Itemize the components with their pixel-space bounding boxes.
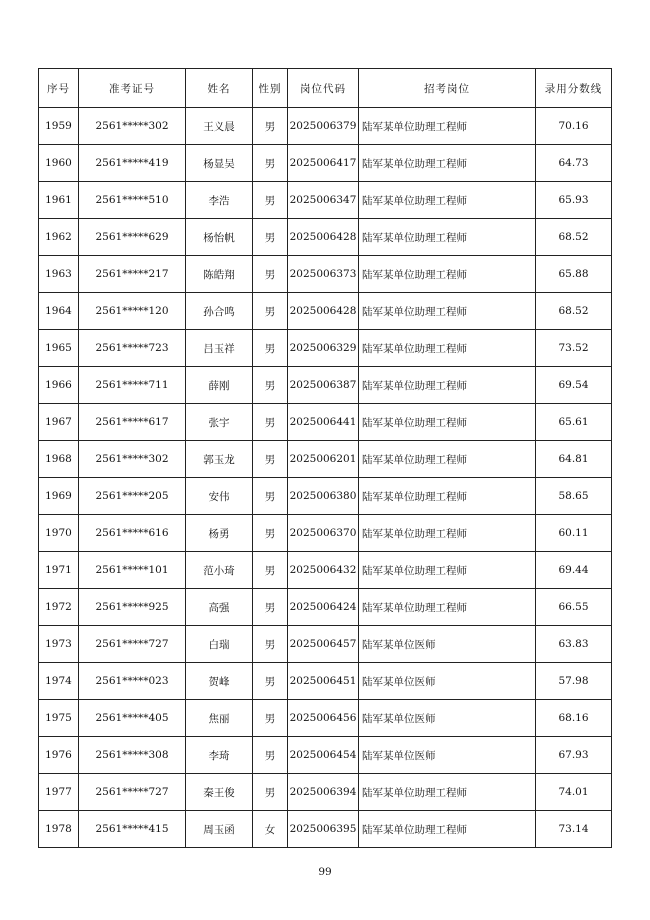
cell-exam-id: 2561*****616 <box>79 515 186 552</box>
cell-gender: 女 <box>253 811 288 848</box>
cell-post: 陆军某单位助理工程师 <box>359 293 536 330</box>
cell-gender: 男 <box>253 441 288 478</box>
cell-post: 陆军某单位医师 <box>359 737 536 774</box>
results-table <box>38 68 612 848</box>
cell-score: 64.73 <box>536 145 612 182</box>
table-row <box>39 404 612 441</box>
cell-name: 陈皓翔 <box>186 256 253 293</box>
cell-exam-id: 2561*****419 <box>79 145 186 182</box>
cell-gender: 男 <box>253 478 288 515</box>
cell-exam-id: 2561*****925 <box>79 589 186 626</box>
cell-post-code: 2025006451 <box>288 663 359 700</box>
cell-post-code: 2025006395 <box>288 811 359 848</box>
cell-gender: 男 <box>253 626 288 663</box>
cell-seq: 1962 <box>39 219 79 256</box>
cell-gender: 男 <box>253 330 288 367</box>
table-row <box>39 219 612 256</box>
cell-seq: 1970 <box>39 515 79 552</box>
cell-post: 陆军某单位医师 <box>359 626 536 663</box>
cell-post-code: 2025006441 <box>288 404 359 441</box>
cell-gender: 男 <box>253 663 288 700</box>
table-row <box>39 293 612 330</box>
cell-exam-id: 2561*****510 <box>79 182 186 219</box>
cell-seq: 1969 <box>39 478 79 515</box>
cell-score: 68.52 <box>536 219 612 256</box>
cell-gender: 男 <box>253 737 288 774</box>
cell-name: 王义晨 <box>186 108 253 145</box>
cell-name: 杨怡帆 <box>186 219 253 256</box>
cell-score: 73.52 <box>536 330 612 367</box>
cell-post-code: 2025006456 <box>288 700 359 737</box>
cell-exam-id: 2561*****727 <box>79 774 186 811</box>
cell-post-code: 2025006370 <box>288 515 359 552</box>
cell-seq: 1973 <box>39 626 79 663</box>
table-row <box>39 145 612 182</box>
cell-post: 陆军某单位医师 <box>359 663 536 700</box>
cell-exam-id: 2561*****723 <box>79 330 186 367</box>
cell-post-code: 2025006454 <box>288 737 359 774</box>
table-row <box>39 256 612 293</box>
cell-score: 69.44 <box>536 552 612 589</box>
cell-exam-id: 2561*****711 <box>79 367 186 404</box>
cell-post-code: 2025006373 <box>288 256 359 293</box>
cell-name: 秦王俊 <box>186 774 253 811</box>
header-score: 录用分数线 <box>536 69 612 108</box>
cell-score: 65.88 <box>536 256 612 293</box>
table-row <box>39 589 612 626</box>
cell-score: 67.93 <box>536 737 612 774</box>
cell-seq: 1975 <box>39 700 79 737</box>
table-row <box>39 626 612 663</box>
cell-post-code: 2025006347 <box>288 182 359 219</box>
cell-exam-id: 2561*****727 <box>79 626 186 663</box>
cell-gender: 男 <box>253 367 288 404</box>
cell-score: 69.54 <box>536 367 612 404</box>
cell-name: 李浩 <box>186 182 253 219</box>
cell-score: 73.14 <box>536 811 612 848</box>
cell-post-code: 2025006379 <box>288 108 359 145</box>
cell-post: 陆军某单位助理工程师 <box>359 478 536 515</box>
cell-seq: 1978 <box>39 811 79 848</box>
table-row <box>39 478 612 515</box>
cell-exam-id: 2561*****217 <box>79 256 186 293</box>
cell-name: 周玉函 <box>186 811 253 848</box>
cell-seq: 1964 <box>39 293 79 330</box>
cell-score: 65.61 <box>536 404 612 441</box>
cell-name: 焦丽 <box>186 700 253 737</box>
cell-post-code: 2025006380 <box>288 478 359 515</box>
cell-seq: 1960 <box>39 145 79 182</box>
cell-post: 陆军某单位助理工程师 <box>359 404 536 441</box>
cell-name: 高强 <box>186 589 253 626</box>
table-body <box>39 108 612 848</box>
table-row <box>39 700 612 737</box>
cell-name: 郭玉龙 <box>186 441 253 478</box>
cell-seq: 1972 <box>39 589 79 626</box>
page-number: 99 <box>318 866 332 878</box>
cell-post-code: 2025006387 <box>288 367 359 404</box>
cell-post: 陆军某单位助理工程师 <box>359 552 536 589</box>
cell-name: 张宇 <box>186 404 253 441</box>
table-row <box>39 774 612 811</box>
cell-gender: 男 <box>253 182 288 219</box>
cell-post-code: 2025006424 <box>288 589 359 626</box>
cell-exam-id: 2561*****629 <box>79 219 186 256</box>
cell-exam-id: 2561*****205 <box>79 478 186 515</box>
cell-score: 74.01 <box>536 774 612 811</box>
cell-seq: 1965 <box>39 330 79 367</box>
cell-post-code: 2025006457 <box>288 626 359 663</box>
table-row <box>39 515 612 552</box>
cell-post: 陆军某单位助理工程师 <box>359 145 536 182</box>
cell-name: 杨勇 <box>186 515 253 552</box>
cell-post: 陆军某单位助理工程师 <box>359 219 536 256</box>
cell-name: 杨显吴 <box>186 145 253 182</box>
cell-score: 64.81 <box>536 441 612 478</box>
cell-gender: 男 <box>253 552 288 589</box>
header-row <box>39 69 612 108</box>
cell-seq: 1963 <box>39 256 79 293</box>
cell-post: 陆军某单位助理工程师 <box>359 330 536 367</box>
cell-post: 陆军某单位助理工程师 <box>359 589 536 626</box>
cell-post: 陆军某单位助理工程师 <box>359 256 536 293</box>
cell-score: 68.16 <box>536 700 612 737</box>
cell-score: 63.83 <box>536 626 612 663</box>
cell-name: 吕玉祥 <box>186 330 253 367</box>
cell-seq: 1976 <box>39 737 79 774</box>
cell-gender: 男 <box>253 219 288 256</box>
header-post-code: 岗位代码 <box>288 69 359 108</box>
cell-score: 66.55 <box>536 589 612 626</box>
cell-post-code: 2025006329 <box>288 330 359 367</box>
cell-post-code: 2025006432 <box>288 552 359 589</box>
cell-exam-id: 2561*****302 <box>79 441 186 478</box>
cell-gender: 男 <box>253 700 288 737</box>
table-row <box>39 663 612 700</box>
cell-score: 70.16 <box>536 108 612 145</box>
cell-exam-id: 2561*****120 <box>79 293 186 330</box>
cell-score: 65.93 <box>536 182 612 219</box>
cell-gender: 男 <box>253 589 288 626</box>
cell-exam-id: 2561*****101 <box>79 552 186 589</box>
cell-name: 安伟 <box>186 478 253 515</box>
cell-seq: 1959 <box>39 108 79 145</box>
cell-name: 薛刚 <box>186 367 253 404</box>
table-row <box>39 182 612 219</box>
cell-post: 陆军某单位助理工程师 <box>359 774 536 811</box>
cell-exam-id: 2561*****617 <box>79 404 186 441</box>
table-row <box>39 330 612 367</box>
cell-exam-id: 2561*****023 <box>79 663 186 700</box>
cell-name: 白瑞 <box>186 626 253 663</box>
cell-post-code: 2025006417 <box>288 145 359 182</box>
cell-seq: 1968 <box>39 441 79 478</box>
table-row <box>39 367 612 404</box>
cell-post-code: 2025006428 <box>288 293 359 330</box>
cell-seq: 1971 <box>39 552 79 589</box>
table-row <box>39 811 612 848</box>
cell-gender: 男 <box>253 256 288 293</box>
cell-post-code: 2025006428 <box>288 219 359 256</box>
cell-post-code: 2025006394 <box>288 774 359 811</box>
cell-post: 陆军某单位助理工程师 <box>359 811 536 848</box>
cell-exam-id: 2561*****415 <box>79 811 186 848</box>
cell-score: 58.65 <box>536 478 612 515</box>
header-gender: 性别 <box>253 69 288 108</box>
cell-seq: 1961 <box>39 182 79 219</box>
cell-name: 李琦 <box>186 737 253 774</box>
cell-exam-id: 2561*****308 <box>79 737 186 774</box>
cell-score: 60.11 <box>536 515 612 552</box>
cell-score: 57.98 <box>536 663 612 700</box>
header-seq: 序号 <box>39 69 79 108</box>
table-row <box>39 552 612 589</box>
cell-seq: 1966 <box>39 367 79 404</box>
cell-exam-id: 2561*****302 <box>79 108 186 145</box>
header-exam-id: 准考证号 <box>79 69 186 108</box>
table-row <box>39 108 612 145</box>
cell-gender: 男 <box>253 515 288 552</box>
cell-name: 孙合鸣 <box>186 293 253 330</box>
cell-exam-id: 2561*****405 <box>79 700 186 737</box>
cell-name: 范小琦 <box>186 552 253 589</box>
cell-gender: 男 <box>253 404 288 441</box>
cell-gender: 男 <box>253 774 288 811</box>
cell-seq: 1967 <box>39 404 79 441</box>
cell-gender: 男 <box>253 293 288 330</box>
cell-post: 陆军某单位助理工程师 <box>359 515 536 552</box>
cell-gender: 男 <box>253 108 288 145</box>
table-row <box>39 737 612 774</box>
cell-post: 陆军某单位助理工程师 <box>359 182 536 219</box>
cell-gender: 男 <box>253 145 288 182</box>
cell-seq: 1974 <box>39 663 79 700</box>
cell-post: 陆军某单位助理工程师 <box>359 441 536 478</box>
cell-seq: 1977 <box>39 774 79 811</box>
table-row <box>39 441 612 478</box>
cell-post: 陆军某单位助理工程师 <box>359 367 536 404</box>
header-post: 招考岗位 <box>359 69 536 108</box>
cell-post-code: 2025006201 <box>288 441 359 478</box>
cell-name: 贺峰 <box>186 663 253 700</box>
cell-post: 陆军某单位助理工程师 <box>359 108 536 145</box>
cell-score: 68.52 <box>536 293 612 330</box>
cell-post: 陆军某单位医师 <box>359 700 536 737</box>
header-name: 姓名 <box>186 69 253 108</box>
